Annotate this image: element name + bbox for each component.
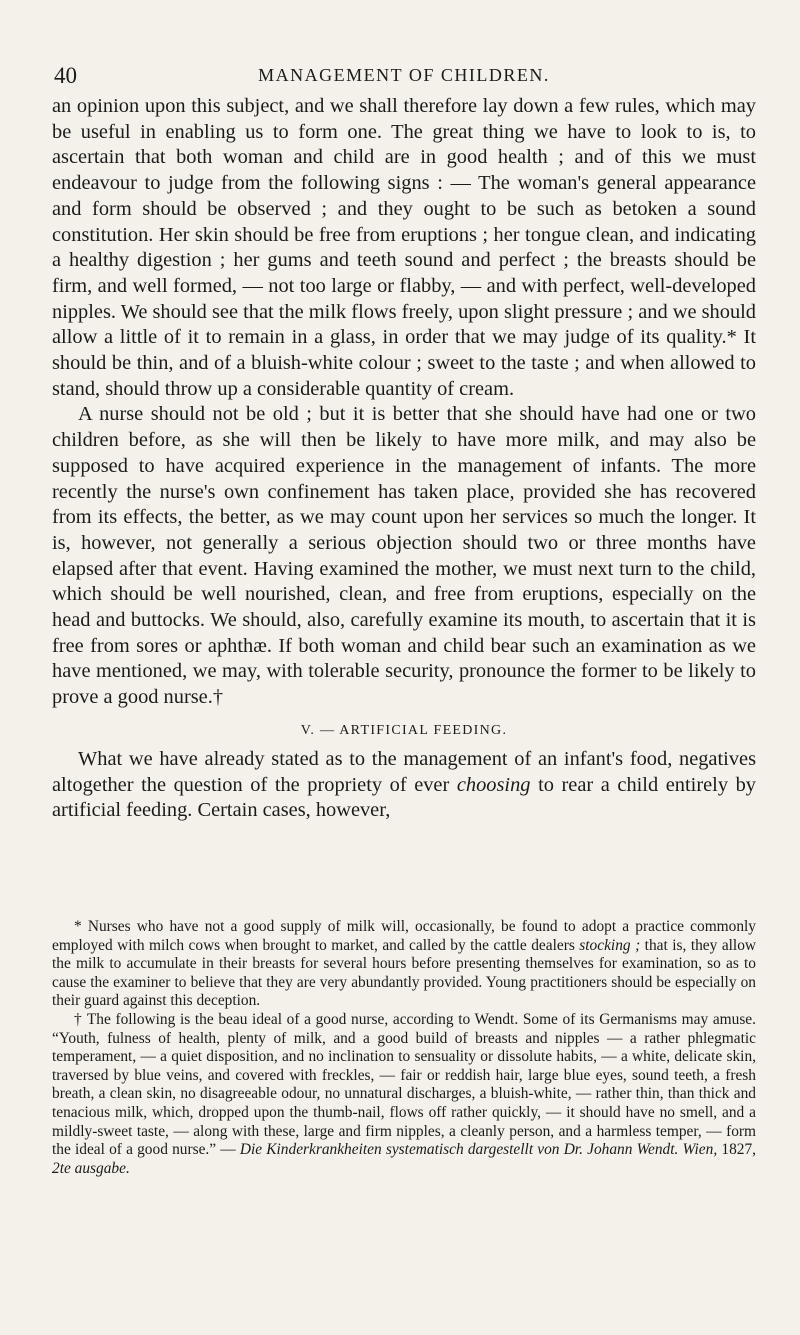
paragraph-italic-word: choosing	[456, 773, 531, 796]
footnote-dagger	[52, 1011, 756, 1178]
footnote-citation-year: 1827,	[717, 1141, 757, 1159]
section-heading: V. — ARTIFICIAL FEEDING.	[300, 722, 508, 738]
footnote-text-end: that is, they allow the milk to accumulate in their breasts for several hours before presenting themselves for examination, so as to cause the examiner to believe that they are very abundantly provided. Young practitioners should be especially on their guard against this deception.	[52, 936, 757, 1010]
footnote-citation-title: Die Kinderkrankheiten systematisch dargestellt von Dr. Johann Wendt. Wien,	[239, 1141, 718, 1159]
running-header	[54, 63, 754, 91]
main-text	[52, 94, 756, 824]
footnote-asterisk	[52, 918, 756, 1011]
paragraph-continued: an opinion upon this subject, and we shall therefore lay down a few rules, which may be useful in enabling us to form one. The great thing we have to look to is, to ascertain that both woman and child are in good health ; and of this we must endeavour to judge from the following signs : — The woman's general appearance and form should be observed ; and they ought to be such as betoken a sound constitution. Her skin should be free from eruptions ; her tongue clean, and indicating a healthy digestion ; her gums and teeth sound and perfect ; the breasts should be firm, and well formed, — not too large or flabby, — and with perfect, well-developed nipples. We should see that the milk flows freely, upon slight pressure ; and we should allow a little of it to remain in a glass, in order that we may judge of its quality.* It should be thin, and of a bluish-white colour ; sweet to the taste ; and when allowed to stand, should throw up a considerable quantity of cream.	[52, 95, 756, 400]
running-title: MANAGEMENT OF CHILDREN.	[258, 65, 550, 85]
footnote-italic-term: stocking ;	[579, 936, 641, 954]
footnote-text-start: * Nurses who have not a good supply of milk will, occasionally, be found to adopt a practice commonly employed with milch cows when brought to market, and called by the cattle dealers	[52, 918, 756, 954]
footnotes	[52, 918, 756, 1178]
footnote-citation-edition: 2te ausgabe.	[52, 1159, 130, 1177]
paragraph-text-end: to rear a child entirely by artificial feeding. Certain cases, however,	[52, 773, 756, 822]
paragraph-text-start: What we have already stated as to the management of an infant's food, negatives altogether the question of the propriety of ever	[52, 747, 756, 796]
paragraph-artificial-feeding	[52, 747, 756, 824]
footnote-text-start: † The following is the beau ideal of a good nurse, according to Wendt. Some of its Germanisms may amuse. “Youth, fulness of health, plenty of milk, and a good build of breasts and nipples — a rather phlegmatic temperament, — a quiet disposition, and no inclination to sensuality or dissolute habits, — a white, delicate skin, traversed by blue veins, and covered with freckles, — fair or reddish hair, large blue eyes, sound teeth, a fresh breath, a clean skin, no disagreeable odour, no unnatural discharges, a bluish-white, — rather thin, than thick and tenacious milk, which, dropped upon the thumb-nail, flows off rather quickly, — it should have no smell, and a mildly-sweet taste, — along with these, large and firm nipples, a cleanly person, and a harmless temper, — form the ideal of a good nurse.” —	[52, 1010, 756, 1159]
page-number: 40	[54, 63, 77, 88]
paragraph-nurse-age: A nurse should not be old ; but it is better that she should have had one or two children before, as she will then be likely to have more milk, and may also be supposed to have acquired experience in the management of infants. The more recently the nurse's own confinement has taken place, provided she has recovered from its effects, the better, as we may count upon her services so much the longer. It is, however, not generally a serious objection should two or three months have elapsed after that event. Having examined the mother, we must next turn to the child, which should be well nourished, clean, and free from eruptions, especially on the head and buttocks. We should, also, carefully examine its mouth, to ascertain that it is free from sores or aphthæ. If both woman and child bear such an examination as we have mentioned, we may, with tolerable security, pronounce the former to be likely to prove a good nurse.†	[52, 403, 756, 709]
